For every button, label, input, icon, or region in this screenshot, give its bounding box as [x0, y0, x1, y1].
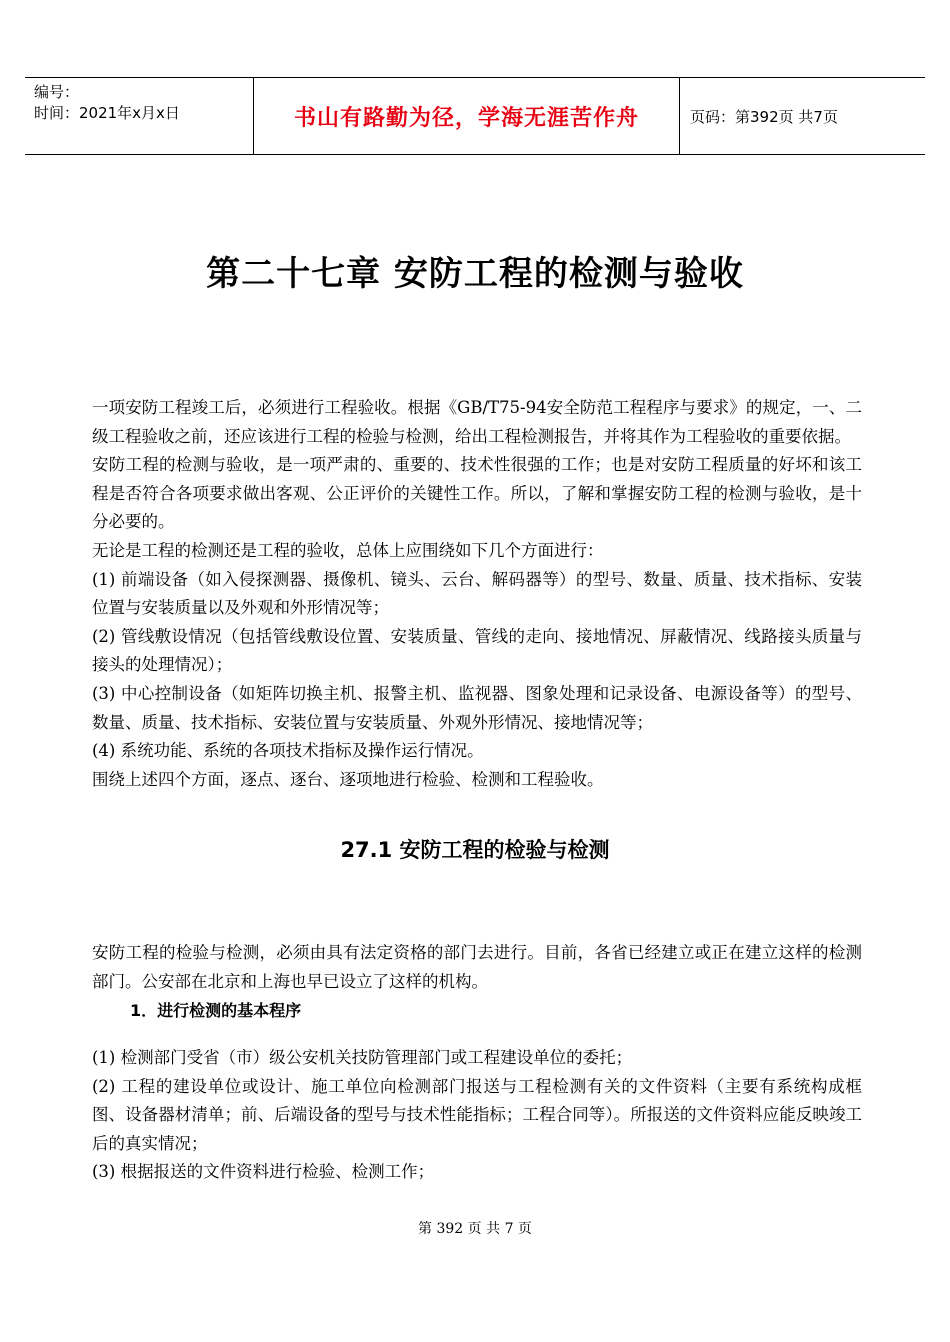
intro-item-3: (3) 中心控制设备（如矩阵切换主机、报警主机、监视器、图象处理和记录设备、电源设备等）的型号、数量、质量、技术指标、安装位置与安装质量、外观外形情况、接地情况等； [92, 683, 862, 732]
page-info: 页码：第392页 共7页 [690, 107, 838, 126]
intro-paragraph-1: 一项安防工程竣工后，必须进行工程验收。根据《GB/T75-94安全防范工程程序与要求》的规定，一、二级工程验收之前，还应该进行工程的检验与检测，给出工程检测报告，并将其作为工程验收的重要依据。 [92, 398, 862, 446]
number-label: 编号： [34, 83, 80, 101]
page-footer: 第 392 页 共 7 页 [418, 1221, 532, 1237]
procedure-item-2: (2) 工程的建设单位或设计、施工单位向检测部门报送与工程检测有关的文件资料（主要有系统构成框图、设备器材清单；前、后端设备的型号与技术性能指标；工程合同等）。所报送的文件资料应能反映竣工后的真实情况； [92, 1076, 862, 1153]
intro-item-1: (1) 前端设备（如入侵探测器、摄像机、镜头、云台、解码器等）的型号、数量、质量、技术指标、安装位置与安装质量以及外观和外形情况等； [92, 569, 862, 618]
section-title: 27.1 安防工程的检验与检测 [340, 838, 610, 862]
time-label: 时间：2021年x月x日 [34, 104, 180, 122]
procedure-list [92, 1044, 862, 1187]
procedure-item-1: (1) 检测部门受省（市）级公安机关技防管理部门或工程建设单位的委托； [92, 1048, 633, 1067]
section-body [92, 939, 862, 996]
header-motto-cell [254, 78, 680, 154]
subsection-title: 1．进行检测的基本程序 [130, 1001, 302, 1020]
intro-paragraph-3: 无论是工程的检测还是工程的验收，总体上应围绕如下几个方面进行： [92, 540, 604, 560]
header-meta [25, 78, 254, 154]
section-paragraph: 安防工程的检验与检测，必须由具有法定资格的部门去进行。目前，各省已经建立或正在建立这样的检测部门。公安部在北京和上海也早已设立了这样的机构。 [92, 943, 862, 991]
chapter-title: 第二十七章 安防工程的检测与验收 [206, 254, 744, 294]
intro-item-4: (4) 系统功能、系统的各项技术指标及操作运行情况。 [92, 741, 484, 761]
intro-paragraph-4: 围绕上述四个方面，逐点、逐台、逐项地进行检验、检测和工程验收。 [92, 769, 604, 789]
intro-section [92, 394, 862, 794]
page-header [25, 77, 925, 155]
intro-paragraph-2: 安防工程的检测与验收，是一项严肃的、重要的、技术性很强的工作；也是对安防工程质量的好坏和该工程是否符合各项要求做出客观、公正评价的关键性工作。所以，了解和掌握安防工程的检测与验收，是十分必要的。 [92, 455, 862, 532]
intro-item-2: (2) 管线敷设情况（包括管线敷设位置、安装质量、管线的走向、接地情况、屏蔽情况、线路接头质量与接头的处理情况）； [92, 626, 862, 675]
procedure-item-3: (3) 根据报送的文件资料进行检验、检测工作； [92, 1162, 435, 1182]
header-page-info [680, 78, 925, 154]
motto: 书山有路勤为径，学海无涯苦作舟 [293, 105, 639, 131]
